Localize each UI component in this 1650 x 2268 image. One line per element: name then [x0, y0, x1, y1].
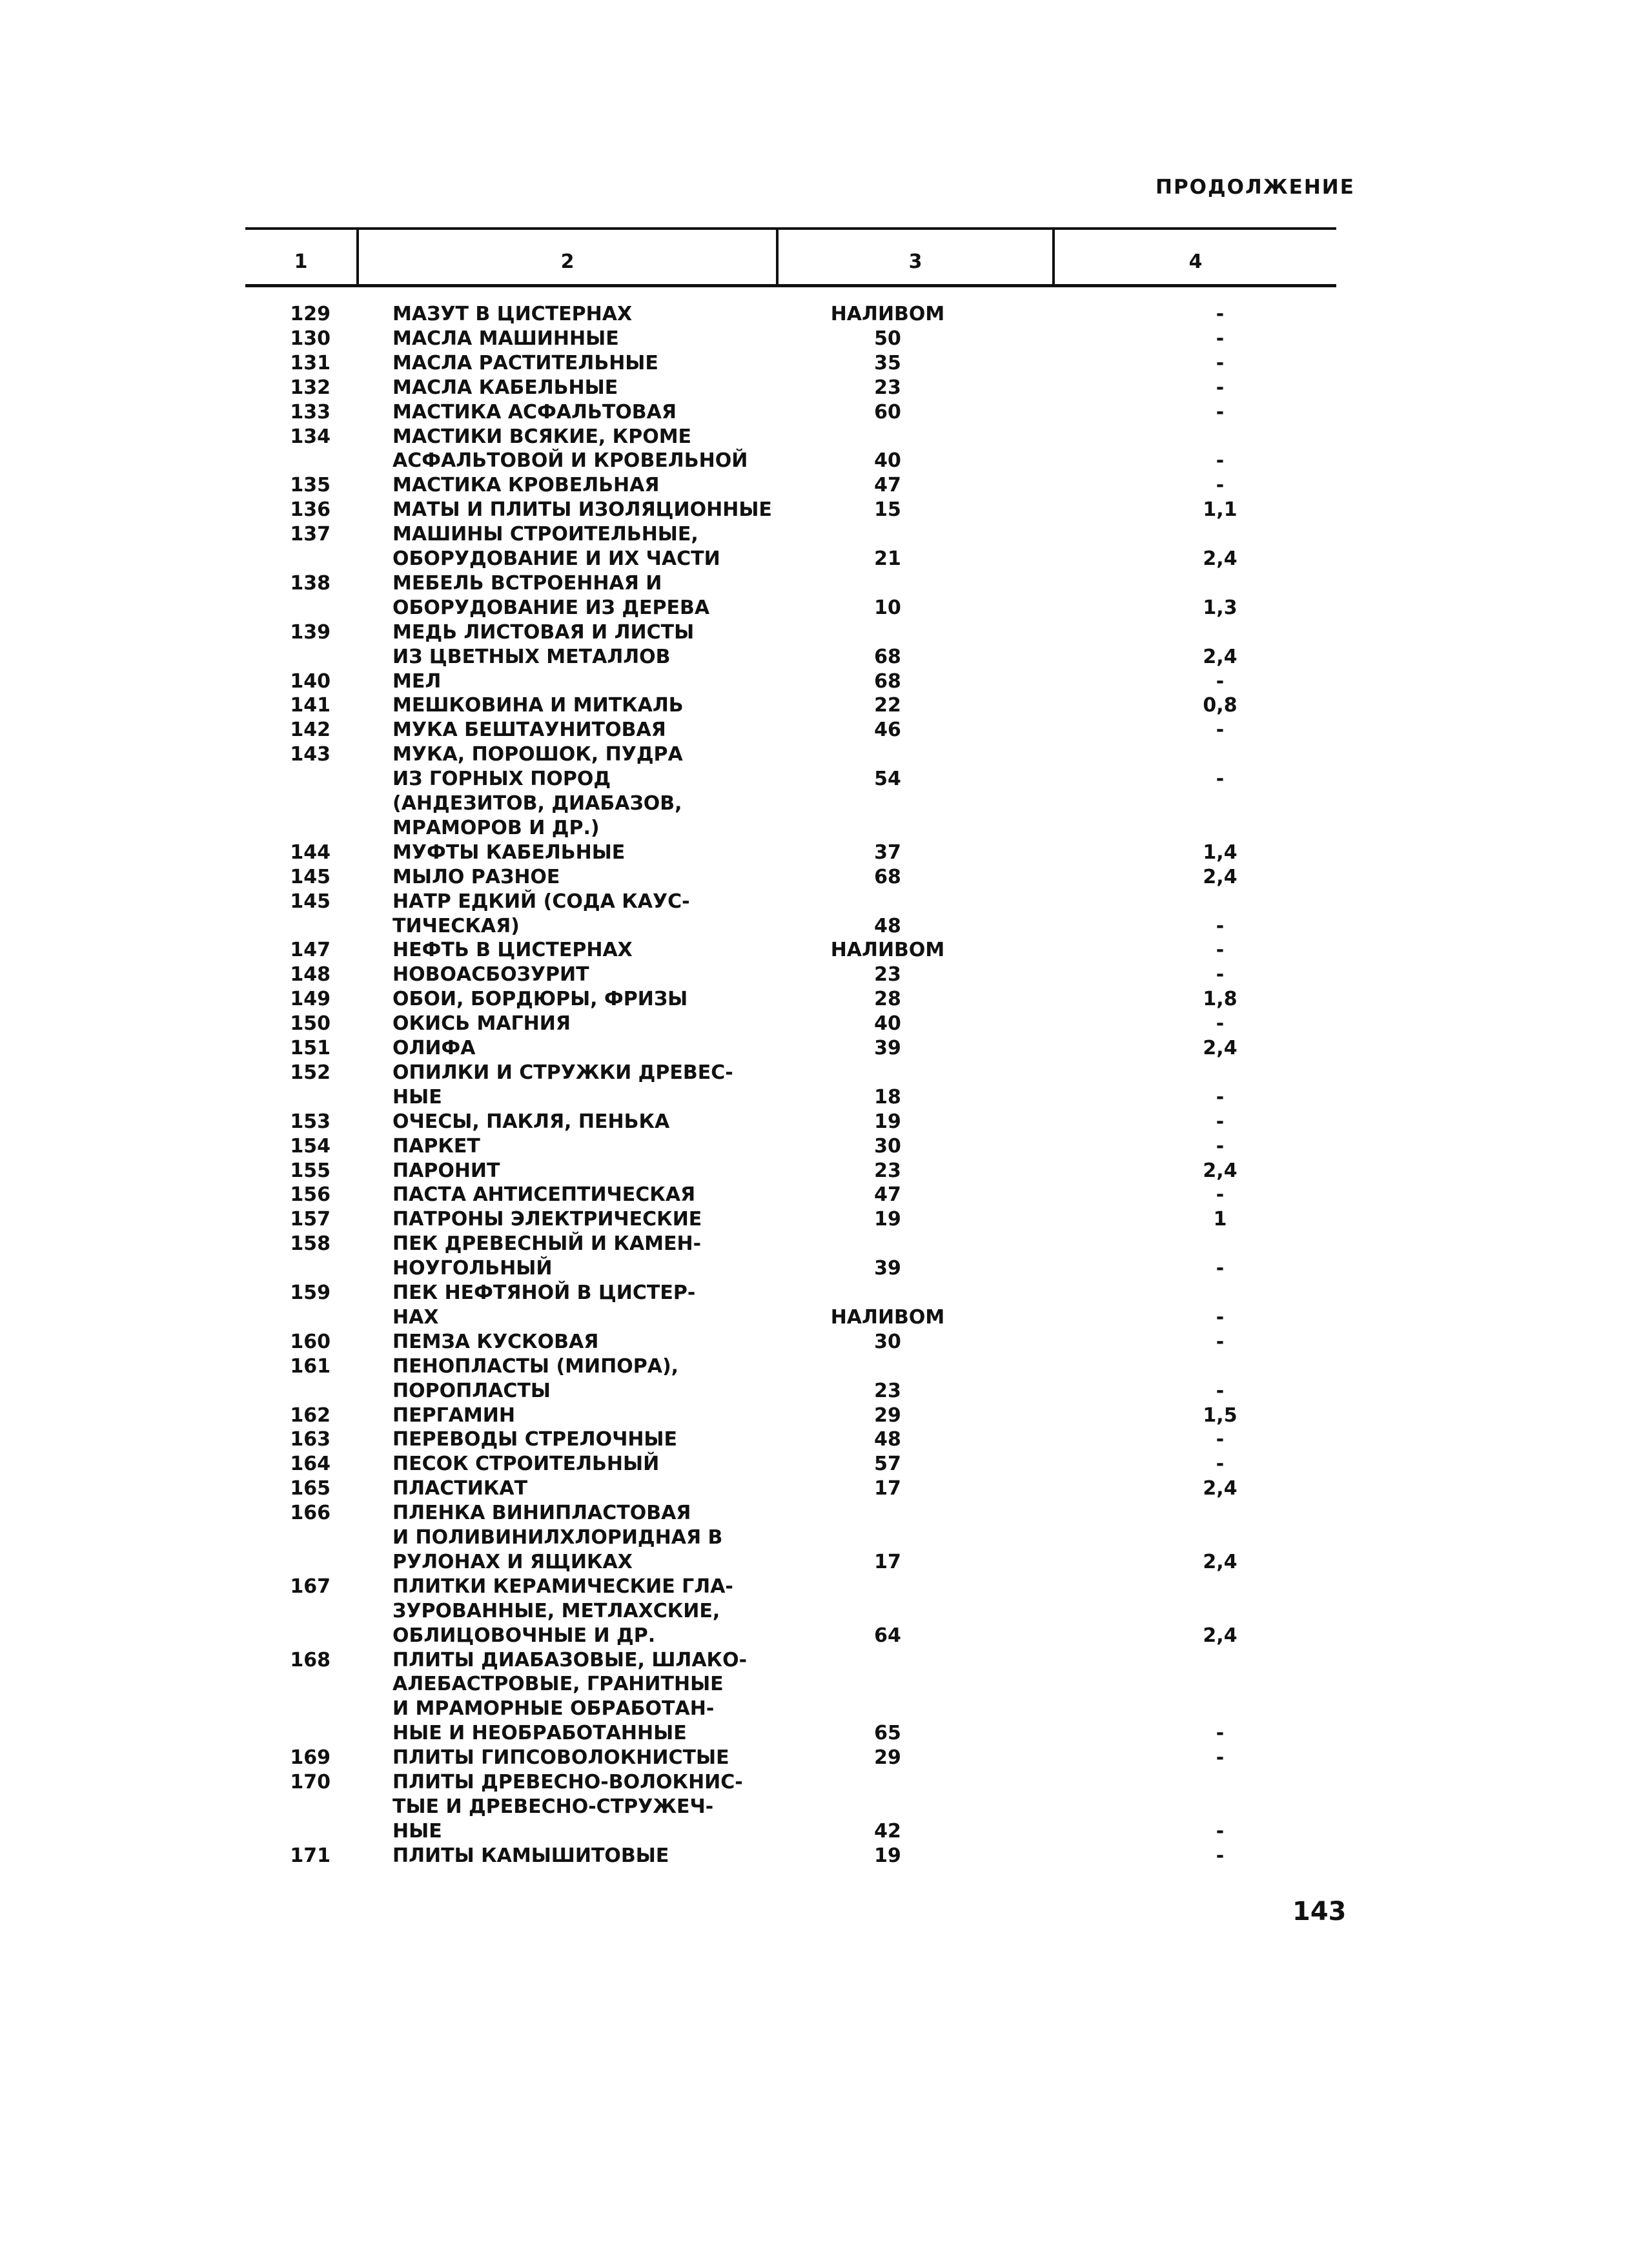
- row-number: 132: [290, 376, 331, 399]
- table-row: [0, 1501, 1650, 1526]
- table-row: [0, 1795, 1650, 1819]
- value-col-4: 1: [1213, 1208, 1227, 1231]
- item-name: ОБОИ, БОРДЮРЫ, ФРИЗЫ: [392, 988, 688, 1011]
- table-row: [0, 1379, 1650, 1404]
- value-col-4: -: [1216, 1012, 1225, 1036]
- table-row: [0, 1012, 1650, 1036]
- row-number: 166: [290, 1502, 331, 1525]
- table-row: [0, 1624, 1650, 1648]
- table-row: [0, 1256, 1650, 1281]
- item-name: МУКА БЕШТАУНИТОВАЯ: [392, 719, 666, 742]
- item-name: ОПИЛКИ И СТРУЖКИ ДРЕВЕС-: [392, 1061, 733, 1084]
- value-col-3: 50: [874, 327, 901, 350]
- value-col-3: 29: [874, 1404, 901, 1427]
- table-row: [0, 1036, 1650, 1061]
- table-row: [0, 1183, 1650, 1207]
- value-col-3: 68: [874, 645, 901, 668]
- value-col-4: -: [1216, 303, 1225, 325]
- value-col-3: 30: [874, 1330, 901, 1353]
- item-name: ПЕМЗА КУСКОВАЯ: [392, 1330, 599, 1353]
- table-row: [0, 400, 1650, 425]
- table-row: [0, 522, 1650, 547]
- value-col-4: 1,3: [1203, 596, 1238, 619]
- value-col-3: 23: [874, 963, 901, 986]
- table-row: [0, 841, 1650, 865]
- table-row: [0, 938, 1650, 963]
- table-row: [0, 473, 1650, 498]
- table-row: [0, 1207, 1650, 1232]
- row-number: 153: [290, 1110, 331, 1133]
- item-name: ПАРКЕТ: [392, 1134, 480, 1158]
- table-row: [0, 816, 1650, 841]
- row-number: 138: [290, 571, 331, 595]
- row-number: 169: [290, 1746, 331, 1770]
- header-bottom-rule: [245, 284, 1336, 287]
- value-col-4: -: [1216, 1453, 1225, 1476]
- row-number: 141: [290, 694, 331, 717]
- item-name: ПЛИТЫ ГИПСОВОЛОКНИСТЫЕ: [392, 1746, 729, 1770]
- row-number: 148: [290, 963, 331, 986]
- item-name: ПЛИТКИ КЕРАМИЧЕСКИЕ ГЛА-: [392, 1575, 733, 1598]
- table-row: [0, 1134, 1650, 1159]
- table-row: [0, 718, 1650, 742]
- row-number: 130: [290, 327, 331, 350]
- table-row: [0, 1159, 1650, 1183]
- value-col-4: 1,5: [1203, 1404, 1238, 1427]
- table-row: [0, 547, 1650, 571]
- value-col-3: НАЛИВОМ: [830, 939, 945, 962]
- table-row: [0, 1526, 1650, 1550]
- row-number: 140: [290, 669, 331, 693]
- row-number: 133: [290, 400, 331, 424]
- table-row: [0, 669, 1650, 694]
- row-number: 151: [290, 1037, 331, 1059]
- table-row: [0, 1404, 1650, 1428]
- row-number: 164: [290, 1453, 331, 1476]
- value-col-3: 21: [874, 547, 901, 570]
- value-col-3: 40: [874, 449, 901, 473]
- item-name: РУЛОНАХ И ЯЩИКАХ: [392, 1550, 633, 1573]
- table-row: [0, 1599, 1650, 1624]
- item-name: ПЕК ДРЕВЕСНЫЙ И КАМЕН-: [392, 1232, 702, 1256]
- row-number: 149: [290, 988, 331, 1011]
- item-name: ОЛИФА: [392, 1037, 476, 1059]
- item-name: ПЛИТЫ ДРЕВЕСНО-ВОЛОКНИС-: [392, 1771, 743, 1793]
- row-number: 144: [290, 841, 331, 864]
- value-col-3: 23: [874, 376, 901, 399]
- value-col-4: 2,4: [1203, 1624, 1238, 1647]
- item-name: ПЛЕНКА ВИНИПЛАСТОВАЯ: [392, 1502, 691, 1525]
- table-row: [0, 376, 1650, 400]
- value-col-4: -: [1216, 1183, 1225, 1207]
- item-name: МЕБЕЛЬ ВСТРОЕННАЯ И: [392, 571, 662, 595]
- column-header-2: 2: [560, 250, 575, 273]
- item-name: ТЫЕ И ДРЕВЕСНО-СТРУЖЕЧ-: [392, 1795, 714, 1818]
- value-col-4: 2,4: [1203, 1550, 1238, 1573]
- row-number: 135: [290, 474, 331, 497]
- value-col-3: 17: [874, 1477, 901, 1500]
- item-name: ЗУРОВАННЫЕ, МЕТЛАХСКИЕ,: [392, 1599, 720, 1622]
- column-header-3: 3: [908, 250, 922, 273]
- value-col-3: 28: [874, 988, 901, 1011]
- row-number: 170: [290, 1771, 331, 1793]
- value-col-4: -: [1216, 939, 1225, 962]
- table-row: [0, 1061, 1650, 1085]
- item-name: МУФТЫ КАБЕЛЬНЫЕ: [392, 841, 626, 864]
- value-col-3: 46: [874, 719, 901, 742]
- value-col-4: 2,4: [1203, 1159, 1238, 1182]
- item-name: МЫЛО РАЗНОЕ: [392, 865, 560, 888]
- value-col-4: -: [1216, 719, 1225, 742]
- value-col-4: -: [1216, 449, 1225, 473]
- row-number: 167: [290, 1575, 331, 1598]
- value-col-3: 17: [874, 1550, 901, 1573]
- page-number: 143: [1292, 1897, 1347, 1926]
- row-number: 158: [290, 1232, 331, 1256]
- value-col-3: 39: [874, 1257, 901, 1280]
- item-name: НЫЕ: [392, 1085, 442, 1108]
- row-number: 137: [290, 523, 331, 546]
- item-name: МАТЫ И ПЛИТЫ ИЗОЛЯЦИОННЫЕ: [392, 498, 772, 522]
- value-col-4: -: [1216, 963, 1225, 986]
- value-col-4: -: [1216, 1330, 1225, 1353]
- value-col-4: -: [1216, 400, 1225, 424]
- item-name: НАХ: [392, 1305, 439, 1329]
- table-row: [0, 693, 1650, 718]
- item-name: ПЛИТЫ ДИАБАЗОВЫЕ, ШЛАКО-: [392, 1648, 748, 1671]
- table-row: [0, 1281, 1650, 1305]
- item-name: ПАСТА АНТИСЕПТИЧЕСКАЯ: [392, 1183, 696, 1207]
- row-number: 168: [290, 1648, 331, 1671]
- value-col-3: 19: [874, 1208, 901, 1231]
- table-row: [0, 914, 1650, 939]
- value-col-3: НАЛИВОМ: [830, 1305, 945, 1329]
- row-number: 156: [290, 1183, 331, 1207]
- item-name: ОБОРУДОВАНИЕ ИЗ ДЕРЕВА: [392, 596, 710, 619]
- value-col-3: 30: [874, 1134, 901, 1158]
- table-row: [0, 1232, 1650, 1256]
- value-col-4: -: [1216, 351, 1225, 374]
- item-name: МРАМОРОВ И ДР.): [392, 816, 600, 839]
- value-col-4: -: [1216, 1305, 1225, 1329]
- item-name: ПЕНОПЛАСТЫ (МИПОРА),: [392, 1354, 679, 1378]
- value-col-4: -: [1216, 474, 1225, 497]
- item-name: ПАРОНИТ: [392, 1159, 500, 1182]
- row-number: 142: [290, 719, 331, 742]
- value-col-3: 19: [874, 1110, 901, 1133]
- item-name: МАСЛА КАБЕЛЬНЫЕ: [392, 376, 618, 399]
- row-number: 145: [290, 890, 331, 913]
- value-col-4: 1,4: [1203, 841, 1238, 864]
- item-name: ПЛАСТИКАТ: [392, 1477, 528, 1500]
- item-name: МАСЛА РАСТИТЕЛЬНЫЕ: [392, 351, 658, 374]
- row-number: 152: [290, 1061, 331, 1084]
- item-name: И МРАМОРНЫЕ ОБРАБОТАН-: [392, 1697, 715, 1721]
- value-col-3: 60: [874, 400, 901, 424]
- table-row: [0, 1844, 1650, 1868]
- value-col-4: -: [1216, 1746, 1225, 1770]
- value-col-4: -: [1216, 1134, 1225, 1158]
- item-name: МЕШКОВИНА И МИТКАЛЬ: [392, 694, 684, 717]
- item-name: ИЗ ЦВЕТНЫХ МЕТАЛЛОВ: [392, 645, 671, 668]
- table-row: [0, 1672, 1650, 1697]
- table-row: [0, 987, 1650, 1012]
- value-col-3: 48: [874, 914, 901, 937]
- item-name: ПЕРГАМИН: [392, 1404, 515, 1427]
- value-col-4: -: [1216, 327, 1225, 350]
- value-col-4: -: [1216, 1722, 1225, 1745]
- item-name: (АНДЕЗИТОВ, ДИАБАЗОВ,: [392, 792, 682, 815]
- value-col-3: 65: [874, 1722, 901, 1745]
- table-row: [0, 890, 1650, 914]
- row-number: 159: [290, 1282, 331, 1304]
- value-col-3: 15: [874, 498, 901, 522]
- item-name: МАСТИКА КРОВЕЛЬНАЯ: [392, 474, 660, 497]
- value-col-4: -: [1216, 768, 1225, 791]
- row-number: 165: [290, 1477, 331, 1500]
- column-header-4: 4: [1188, 250, 1203, 273]
- table-row: [0, 1305, 1650, 1330]
- item-name: ОЧЕСЫ, ПАКЛЯ, ПЕНЬКА: [392, 1110, 670, 1133]
- value-col-4: -: [1216, 1844, 1225, 1867]
- value-col-3: 47: [874, 1183, 901, 1207]
- table-row: [0, 1770, 1650, 1795]
- value-col-3: 23: [874, 1379, 901, 1402]
- table-row: [0, 425, 1650, 449]
- row-number: 150: [290, 1012, 331, 1036]
- table-row: [0, 1550, 1650, 1575]
- item-name: МАЗУТ В ЦИСТЕРНАХ: [392, 303, 633, 325]
- value-col-3: НАЛИВОМ: [830, 303, 945, 325]
- value-col-4: 0,8: [1203, 694, 1238, 717]
- table-row: [0, 498, 1650, 522]
- table-row: [0, 1427, 1650, 1452]
- table-row: [0, 302, 1650, 327]
- item-name: ПЕСОК СТРОИТЕЛЬНЫЙ: [392, 1453, 660, 1476]
- item-name: ПЕРЕВОДЫ СТРЕЛОЧНЫЕ: [392, 1428, 678, 1451]
- item-name: ПАТРОНЫ ЭЛЕКТРИЧЕСКИЕ: [392, 1208, 702, 1231]
- table-row: [0, 351, 1650, 376]
- table-row: [0, 1085, 1650, 1110]
- value-col-4: 2,4: [1203, 645, 1238, 668]
- value-col-3: 10: [874, 596, 901, 619]
- table-row: [0, 1575, 1650, 1599]
- continuation-label: ПРОДОЛЖЕНИЕ: [1156, 176, 1355, 199]
- row-number: 143: [290, 743, 331, 766]
- value-col-4: 1,1: [1203, 498, 1238, 522]
- table-row: [0, 1746, 1650, 1770]
- value-col-4: 2,4: [1203, 865, 1238, 888]
- table-row: [0, 620, 1650, 645]
- column-header-1: 1: [294, 250, 308, 273]
- value-col-3: 29: [874, 1746, 901, 1770]
- row-number: 155: [290, 1159, 331, 1182]
- item-name: МАШИНЫ СТРОИТЕЛЬНЫЕ,: [392, 523, 698, 546]
- row-number: 157: [290, 1208, 331, 1231]
- row-number: 162: [290, 1404, 331, 1427]
- value-col-4: 2,4: [1203, 547, 1238, 570]
- row-number: 134: [290, 425, 331, 448]
- value-col-3: 47: [874, 474, 901, 497]
- table-row: [0, 1110, 1650, 1134]
- table-row: [0, 327, 1650, 351]
- value-col-3: 37: [874, 841, 901, 864]
- value-col-4: -: [1216, 1110, 1225, 1133]
- table-row: [0, 865, 1650, 890]
- value-col-3: 23: [874, 1159, 901, 1182]
- item-name: ОКИСЬ МАГНИЯ: [392, 1012, 571, 1036]
- item-name: ОБЛИЦОВОЧНЫЕ И ДР.: [392, 1624, 656, 1647]
- value-col-3: 54: [874, 768, 901, 791]
- value-col-4: -: [1216, 1819, 1225, 1843]
- row-number: 163: [290, 1428, 331, 1451]
- value-col-3: 42: [874, 1819, 901, 1843]
- table-row: [0, 1648, 1650, 1673]
- table-row: [0, 742, 1650, 767]
- row-number: 147: [290, 939, 331, 962]
- item-name: НЫЕ И НЕОБРАБОТАННЫЕ: [392, 1722, 687, 1745]
- value-col-3: 57: [874, 1453, 901, 1476]
- item-name: ПЕК НЕФТЯНОЙ В ЦИСТЕР-: [392, 1282, 696, 1304]
- table-row: [0, 1452, 1650, 1476]
- item-name: НОВОАСБОЗУРИТ: [392, 963, 589, 986]
- item-name: АСФАЛЬТОВОЙ И КРОВЕЛЬНОЙ: [392, 449, 748, 473]
- row-number: 136: [290, 498, 331, 522]
- value-col-4: 1,8: [1203, 988, 1238, 1011]
- row-number: 145: [290, 865, 331, 888]
- item-name: МЕЛ: [392, 669, 442, 693]
- row-number: 171: [290, 1844, 331, 1867]
- value-col-4: -: [1216, 1085, 1225, 1108]
- value-col-4: 2,4: [1203, 1477, 1238, 1500]
- row-number: 154: [290, 1134, 331, 1158]
- table-header: [245, 227, 1336, 289]
- value-col-3: 18: [874, 1085, 901, 1108]
- item-name: МУКА, ПОРОШОК, ПУДРА: [392, 743, 683, 766]
- value-col-3: 35: [874, 351, 901, 374]
- row-number: 131: [290, 351, 331, 374]
- value-col-3: 48: [874, 1428, 901, 1451]
- table-row: [0, 1819, 1650, 1844]
- item-name: ИЗ ГОРНЫХ ПОРОД: [392, 768, 611, 791]
- table-row: [0, 1721, 1650, 1746]
- row-number: 129: [290, 303, 331, 325]
- table-row: [0, 767, 1650, 792]
- value-col-4: 2,4: [1203, 1037, 1238, 1059]
- value-col-4: -: [1216, 1379, 1225, 1402]
- item-name: МЕДЬ ЛИСТОВАЯ И ЛИСТЫ: [392, 620, 695, 644]
- value-col-4: -: [1216, 376, 1225, 399]
- row-number: 160: [290, 1330, 331, 1353]
- value-col-3: 19: [874, 1844, 901, 1867]
- table-row: [0, 1330, 1650, 1354]
- table-row: [0, 1697, 1650, 1721]
- item-name: АЛЕБАСТРОВЫЕ, ГРАНИТНЫЕ: [392, 1673, 724, 1696]
- item-name: ПЛИТЫ КАМЫШИТОВЫЕ: [392, 1844, 669, 1867]
- item-name: МАСТИКИ ВСЯКИЕ, КРОМЕ: [392, 425, 692, 448]
- item-name: ПОРОПЛАСТЫ: [392, 1379, 551, 1402]
- value-col-3: 68: [874, 669, 901, 693]
- row-number: 161: [290, 1354, 331, 1378]
- table-row: [0, 645, 1650, 669]
- table-row: [0, 571, 1650, 596]
- value-col-3: 40: [874, 1012, 901, 1036]
- value-col-3: 22: [874, 694, 901, 717]
- value-col-4: -: [1216, 669, 1225, 693]
- item-name: НЫЕ: [392, 1819, 442, 1843]
- value-col-3: 39: [874, 1037, 901, 1059]
- table-row: [0, 792, 1650, 816]
- value-col-4: -: [1216, 1428, 1225, 1451]
- table-row: [0, 1476, 1650, 1501]
- header-top-rule: [245, 227, 1336, 230]
- value-col-3: 64: [874, 1624, 901, 1647]
- value-col-4: -: [1216, 914, 1225, 937]
- value-col-4: -: [1216, 1257, 1225, 1280]
- table-row: [0, 963, 1650, 987]
- item-name: НЕФТЬ В ЦИСТЕРНАХ: [392, 939, 633, 962]
- item-name: ОБОРУДОВАНИЕ И ИХ ЧАСТИ: [392, 547, 720, 570]
- table-row: [0, 596, 1650, 620]
- item-name: МАСЛА МАШИННЫЕ: [392, 327, 619, 350]
- item-name: И ПОЛИВИНИЛХЛОРИДНАЯ В: [392, 1526, 723, 1549]
- item-name: ТИЧЕСКАЯ): [392, 914, 520, 937]
- item-name: МАСТИКА АСФАЛЬТОВАЯ: [392, 400, 677, 424]
- row-number: 139: [290, 620, 331, 644]
- table-row: [0, 1354, 1650, 1379]
- value-col-3: 68: [874, 865, 901, 888]
- item-name: НАТР ЕДКИЙ (СОДА КАУС-: [392, 890, 690, 913]
- item-name: НОУГОЛЬНЫЙ: [392, 1257, 553, 1280]
- table-row: [0, 449, 1650, 473]
